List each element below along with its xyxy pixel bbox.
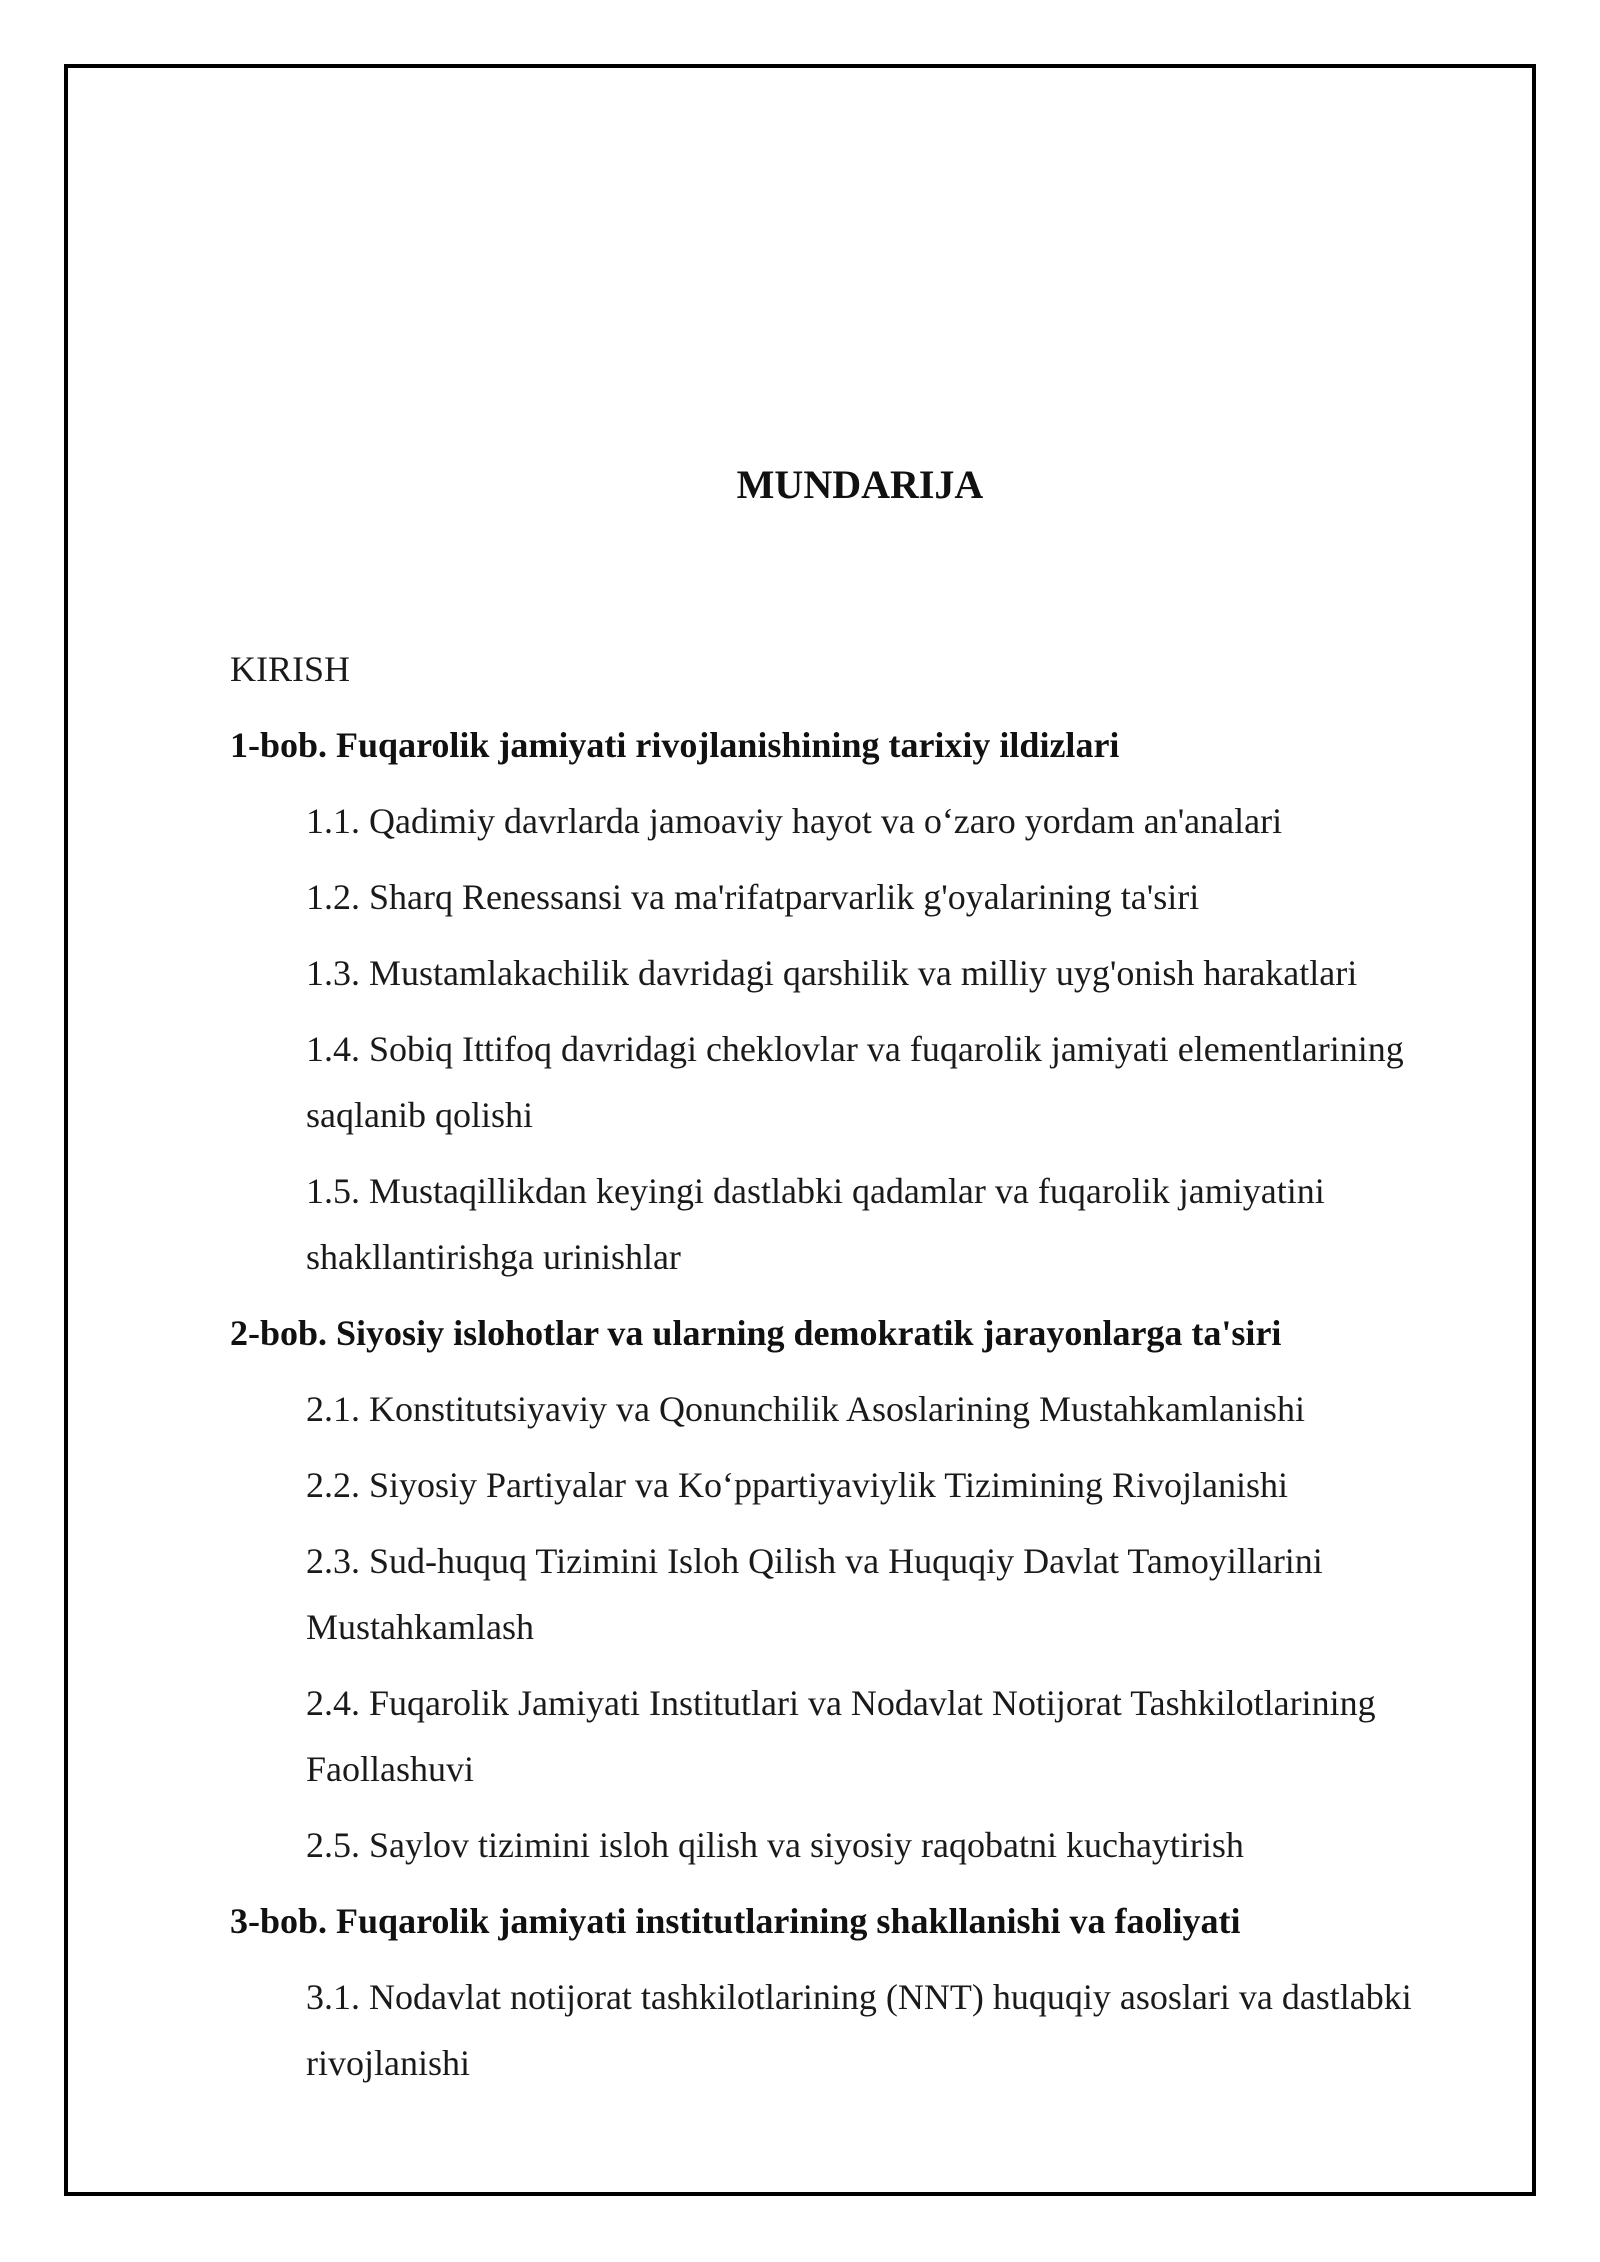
toc-chapter-heading: 1-bob. Fuqarolik jamiyati rivojlanishining tarixiy ildizlari bbox=[230, 725, 1120, 765]
table-of-contents bbox=[230, 636, 1490, 2106]
toc-section-entry: 2.3. Sud-huquq Tizimini Isloh Qilish va Huquqiy Davlat Tamoyillarini Mustahkamlash bbox=[306, 1541, 1323, 1647]
toc-section-entry: 2.5. Saylov tizimini isloh qilish va siyosiy raqobatni kuchaytirish bbox=[306, 1825, 1244, 1865]
toc-section-entry: 1.4. Sobiq Ittifoq davridagi cheklovlar va fuqarolik jamiyati elementlarining saqlanib qolishi bbox=[306, 1029, 1404, 1135]
toc-section-entry: 3.1. Nodavlat notijorat tashkilotlarining (NNT) huquqiy asoslari va dastlabki rivojlanishi bbox=[306, 1977, 1412, 2083]
toc-section-entry: 2.1. Konstitutsiyaviy va Qonunchilik Asoslarining Mustahkamlanishi bbox=[306, 1389, 1305, 1429]
toc-section-entry: 1.5. Mustaqillikdan keyingi dastlabki qadamlar va fuqarolik jamiyatini shakllantirishga urinishlar bbox=[306, 1171, 1325, 1277]
page-title: MUNDARIJA bbox=[736, 462, 984, 507]
toc-intro-entry: KIRISH bbox=[230, 649, 351, 689]
toc-chapter-heading: 3-bob. Fuqarolik jamiyati institutlarining shakllanishi va faoliyati bbox=[230, 1901, 1241, 1941]
toc-section-entry: 1.3. Mustamlakachilik davridagi qarshilik va milliy uyg'onish harakatlari bbox=[306, 953, 1358, 993]
toc-section-entry: 2.4. Fuqarolik Jamiyati Institutlari va Nodavlat Notijorat Tashkilotlarining Faollashuvi bbox=[306, 1683, 1376, 1789]
toc-section-entry: 1.1. Qadimiy davrlarda jamoaviy hayot va o‘zaro yordam an'analari bbox=[306, 801, 1283, 841]
toc-chapter-heading: 2-bob. Siyosiy islohotlar va ularning demokratik jarayonlarga ta'siri bbox=[230, 1313, 1282, 1353]
toc-section-entry: 2.2. Siyosiy Partiyalar va Ko‘ppartiyaviylik Tizimining Rivojlanishi bbox=[306, 1465, 1288, 1505]
toc-section-entry: 1.2. Sharq Renessansi va ma'rifatparvarlik g'oyalarining ta'siri bbox=[306, 877, 1200, 917]
